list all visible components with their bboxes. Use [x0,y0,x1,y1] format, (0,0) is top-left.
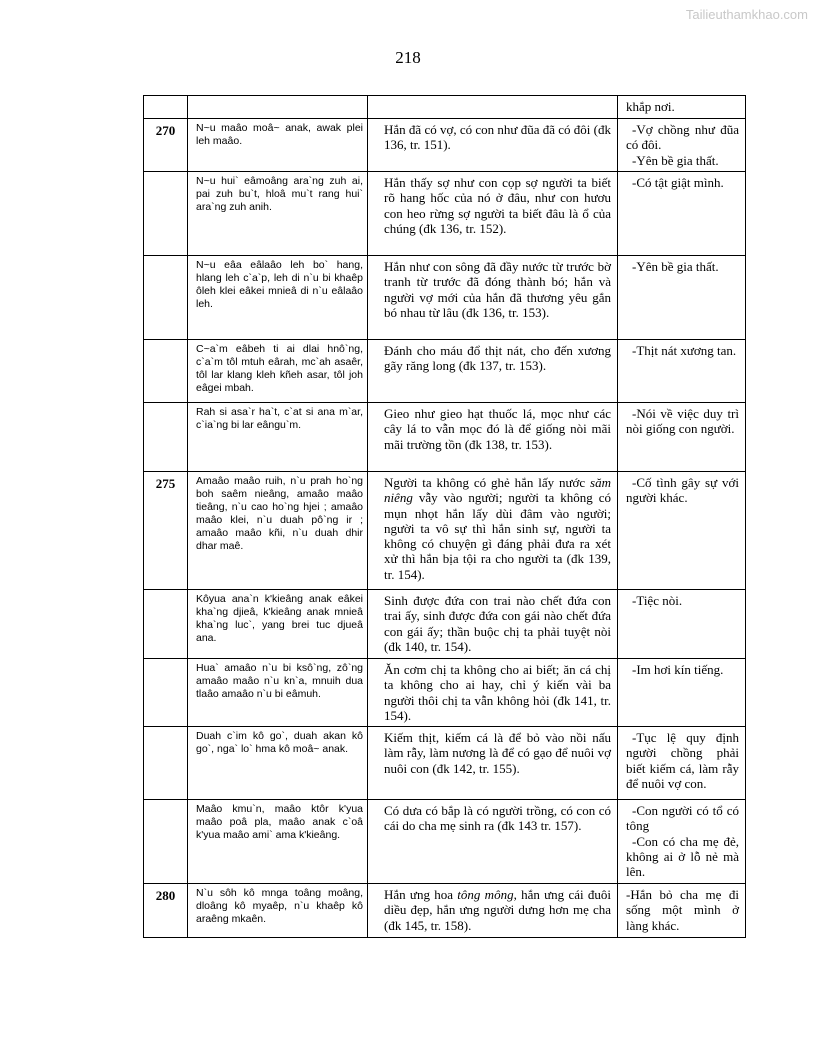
meaning-cell [618,659,746,727]
meaning-cell [618,727,746,800]
vietnamese-translation [368,96,618,119]
vietnamese-translation [368,884,618,938]
meaning-line: -Cố tình gây sự với người khác. [626,475,739,506]
meaning-cell [618,96,746,119]
meaning-cell [618,119,746,172]
meaning-cell [618,256,746,340]
meaning-line: -Thịt nát xương tan. [632,343,737,358]
translation-part: vẫy vào người; người ta không có mụn nhọt hắn lấy dùi đâm vào người; người ta vô sự thì hắn sinh sự, người ta không có chuyện gì đáng phải đưa ra xét xử thì hắn bịa tội ra cho người ta (đk 139, tr. 154). [384,490,611,582]
meaning-line: -Nói về việc duy trì nòi giống con người. [626,406,739,437]
vietnamese-translation: Đánh cho máu đổ thịt nát, cho đến xương gãy răng long (đk 137, tr. 153). [368,340,618,403]
table-row [144,256,746,340]
row-number [144,256,188,340]
meaning-line: -Con người có tổ có tông [626,803,739,834]
meaning-cell [618,340,746,403]
vietnamese-translation: Gieo như gieo hạt thuốc lá, mọc như các cây lá to vẫn mọc đó là để giống nòi mãi mãi trường tồn (đk 138, tr. 153). [368,403,618,472]
meaning-line: khắp nơi. [626,99,675,114]
row-number: 270 [144,119,188,172]
meaning-line: -Im hơi kín tiếng. [632,662,724,677]
meaning-cell [618,884,746,938]
translation-part: Người ta không có ghẻ hắn lấy nước [384,475,591,490]
ede-text: Maâo kmu`n, maâo ktôr k'yua maâo poâ pla, maâo anak c`oâ k'yua maâo ami` ama k'kieâng. [188,800,368,884]
vietnamese-translation: Có dưa có bắp là có người trồng, có con có cái do cha mẹ sinh ra (đk 143 tr. 157). [368,800,618,884]
translation-italic-term: săm niêng [384,475,611,506]
translation-part: Hắn ưng hoa [384,887,458,902]
meaning-cell [618,403,746,472]
row-number [144,172,188,256]
meaning-line: -Hắn bỏ cha mẹ đi sống một mình ở làng khác. [626,887,739,933]
table-row [144,800,746,884]
ede-text: Hua` amaâo n`u bi ksô`ng, zô`ng amaâo maâo n`u kn`a, mnuih dua tlaâo amaâo n`u bi eâmuh. [188,659,368,727]
meaning-line: -Yên bề gia thất. [632,259,719,274]
row-number [144,403,188,472]
row-number [144,340,188,403]
table-row [144,727,746,800]
vietnamese-translation: Hắn thấy sợ như con cọp sợ người ta biết rõ hang hốc của nó ở đâu, như con hươu con heo rừng sợ người ta biết đâu là ổ của chúng (đk 136, tr. 152). [368,172,618,256]
meaning-line: -Tiệc nòi. [632,593,683,608]
translation-italic-term: tông mông [457,887,514,902]
ede-text: N~u maâo moâ~ anak, awak plei leh maâo. [188,119,368,172]
page-number: 218 [395,48,421,67]
vietnamese-translation: Hắn đã có vợ, có con như đũa đã có đôi (đk 136, tr. 151). [368,119,618,172]
ede-text: Kôyua ana`n k'kieâng anak eâkei kha`ng djieâ, k'kieâng anak mnieâ kha`ng luc`, yang brei tuc djueâ ana. [188,590,368,659]
vietnamese-translation: Sinh được đứa con trai nào chết đứa con trai ấy, sinh được đứa con gái nào chết đứa con gái ấy; thần buộc chị ta phải tuyệt nòi (đk 140, tr. 154). [368,590,618,659]
meaning-line: -Có tật giật mình. [632,175,724,190]
row-number [144,727,188,800]
row-number [144,659,188,727]
vietnamese-translation: Kiếm thịt, kiếm cá là để bỏ vào nồi nấu làm rẫy, làm nương là để có gạo để nuôi vợ nuôi con (đk 142, tr. 155). [368,727,618,800]
translation-part: , hắn ưng cái đuôi diều đẹp, hắn ưng người dưng hơn mẹ cha (đk 145, tr. 158). [384,887,611,933]
meaning-line: -Con có cha mẹ đẻ, không ai ở lỗ nẻ mà lên. [626,833,739,880]
vietnamese-translation [368,472,618,590]
table-row [144,590,746,659]
ede-text: N~u eâa eâlaâo leh bo` hang, hlang leh c`a`p, leh di n`u bi khaêp ôleh klei eâkei mnieâ di n`u eâlaâo leh. [188,256,368,340]
table-row [144,340,746,403]
ede-text: N`u sôh kô mnga toâng moâng, dloâng kô myaêp, n`u khaêp kô araêng mkaên. [188,884,368,938]
ede-text: C~a`m eâbeh ti ai dlai hnô`ng, c`a`m tôl mtuh eârah, mc`ah asaêr, tôl lar klang kleh kñeh asar, tôl joh eâgei mbah. [188,340,368,403]
meaning-cell [618,800,746,884]
watermark: Tailieuthamkhao.com [685,7,808,22]
table-row [144,884,746,938]
table-row [144,403,746,472]
meaning-cell [618,172,746,256]
row-number [144,590,188,659]
ede-text: Rah si asa`r ha`t, c`at si ana m`ar, c`ia`ng bi lar eângu`m. [188,403,368,472]
meaning-cell [618,472,746,590]
ede-text: Duah c`im kô go`, duah akan kô go`, nga` lo` hma kô moâ~ anak. [188,727,368,800]
ede-text [188,96,368,119]
table-row [144,659,746,727]
meaning-line: -Yên bề gia thất. [632,152,719,168]
table-row [144,96,746,119]
row-number: 275 [144,472,188,590]
ede-text: Amaâo maâo ruih, n`u prah ho`ng boh saêm nieâng, amaâo maâo tieâng, n`u cao ho`ng hjei ; amaâo maâo klei, n`u duah pô`ng ir ; amaâo maâo kñi, n`u duah dhir dhar maê. [188,472,368,590]
meaning-line: -Vợ chồng như đũa có đôi. [626,122,739,153]
vietnamese-translation: Ăn cơm chị ta không cho ai biết; ăn cá chị ta không cho ai hay, chỉ ý kiến vài ba người thôi chị ta vẫn không hỏi (đk 141, tr. 154). [368,659,618,727]
vietnamese-translation: Hắn như con sông đã đầy nước từ trước bờ tranh từ trước đã đóng thành bó; hắn và người vợ mới của hắn đã thương yêu gắn bó nhau từ lâu (đk 136, tr. 153). [368,256,618,340]
row-number [144,800,188,884]
ede-text: N~u hui` eâmoâng ara`ng zuh ai, pai zuh bu`t, hloâ mu`t rang hui` ara`ng zuh anih. [188,172,368,256]
meaning-cell [618,590,746,659]
table-row [144,472,746,590]
proverb-table [143,95,746,938]
table-row [144,119,746,172]
meaning-line: -Tục lệ quy định người chồng phải biết kiếm cá, làm rẫy để nuôi vợ con. [626,730,739,791]
row-number: 280 [144,884,188,938]
row-number [144,96,188,119]
table-row [144,172,746,256]
